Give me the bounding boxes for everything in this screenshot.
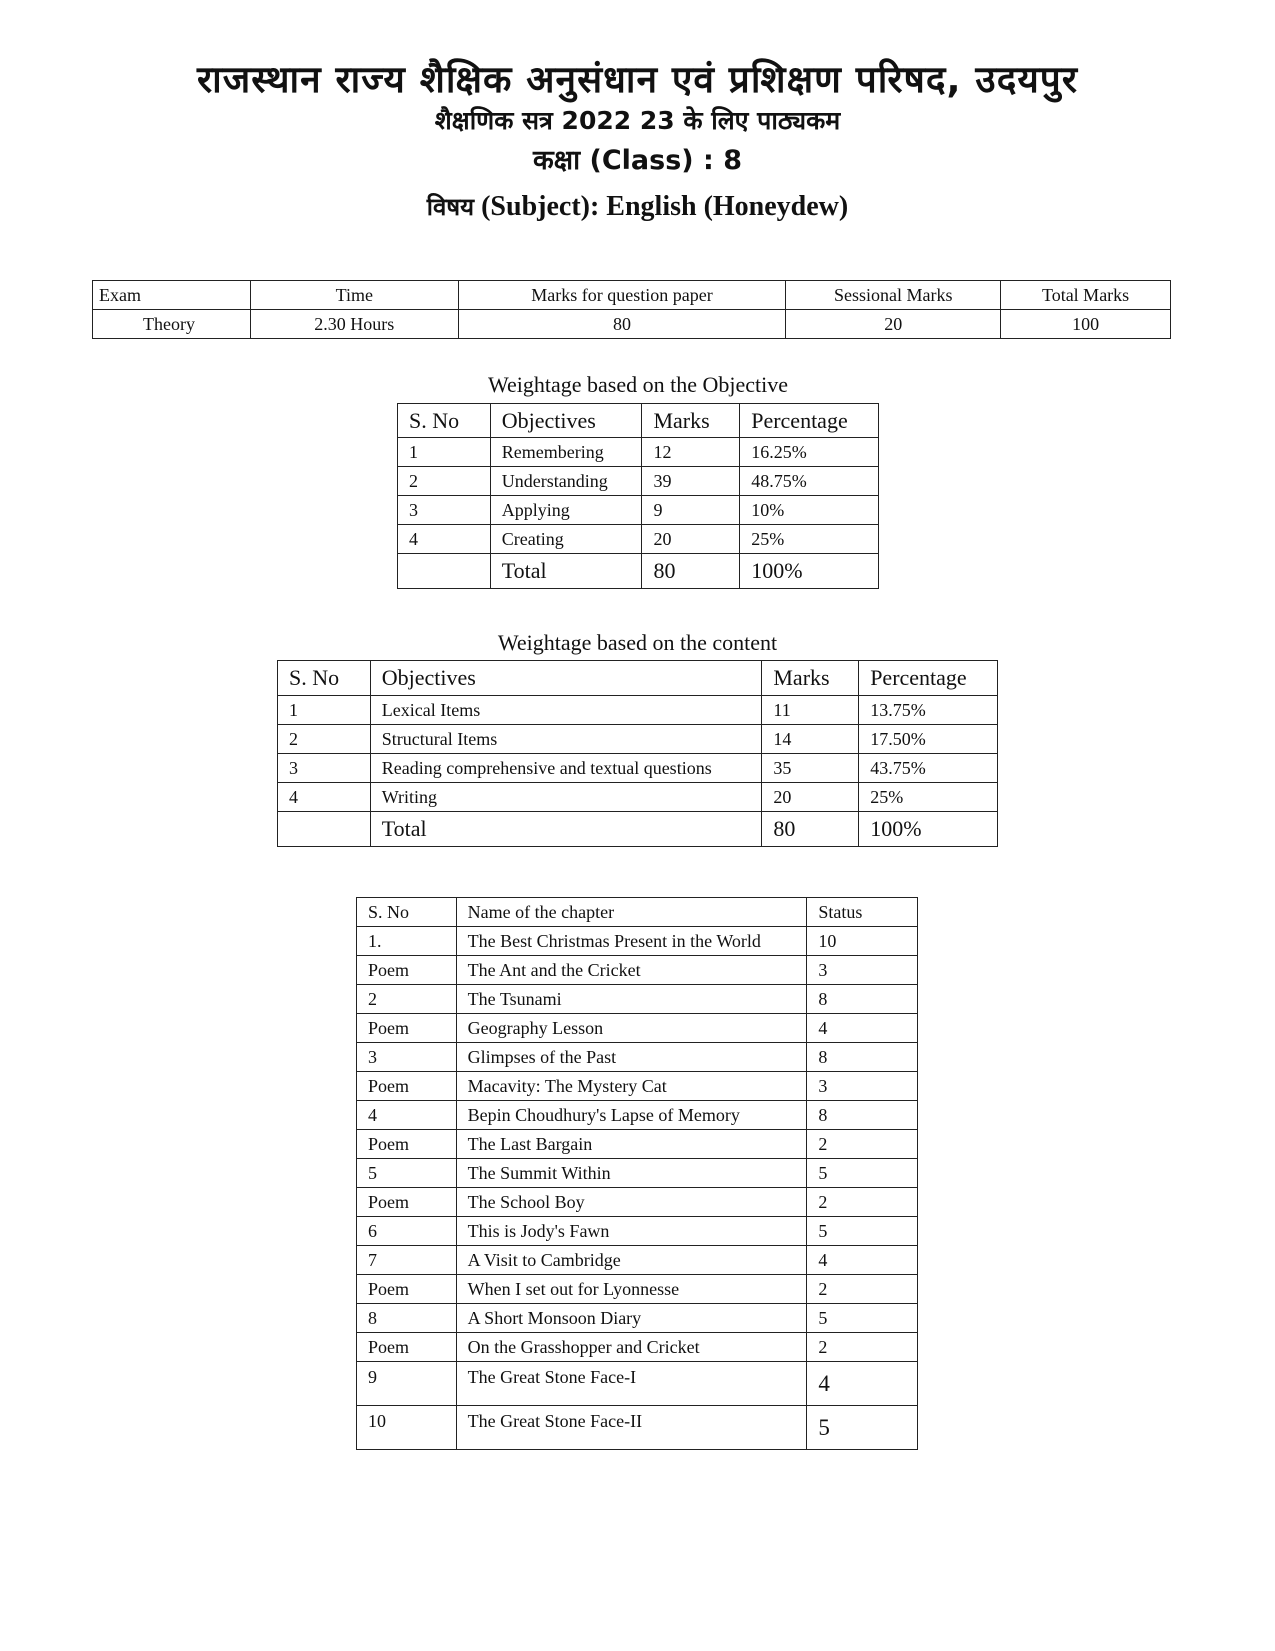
table-cell: 6 bbox=[357, 1217, 457, 1246]
table-row bbox=[278, 754, 998, 783]
table-row bbox=[357, 1043, 918, 1072]
objective-table bbox=[397, 403, 879, 589]
table-cell: Creating bbox=[490, 525, 642, 554]
table-cell: The Ant and the Cricket bbox=[456, 956, 807, 985]
table-cell: 20 bbox=[786, 310, 1001, 339]
table-cell: The Last Bargain bbox=[456, 1130, 807, 1159]
table-cell: The Tsunami bbox=[456, 985, 807, 1014]
header-cell: Marks for question paper bbox=[458, 281, 786, 310]
table-cell: 1 bbox=[398, 438, 491, 467]
table-header-row bbox=[398, 404, 879, 438]
table-row bbox=[357, 956, 918, 985]
table-cell: 16.25% bbox=[740, 438, 879, 467]
table-cell: Applying bbox=[490, 496, 642, 525]
table-cell bbox=[398, 554, 491, 589]
table-cell: The Summit Within bbox=[456, 1159, 807, 1188]
table-cell bbox=[278, 812, 371, 847]
table-row bbox=[398, 467, 879, 496]
table-cell: Poem bbox=[357, 1072, 457, 1101]
table-cell: 100% bbox=[740, 554, 879, 589]
header-cell: S. No bbox=[357, 898, 457, 927]
table-cell: Poem bbox=[357, 1333, 457, 1362]
table-cell: Reading comprehensive and textual questions bbox=[370, 754, 762, 783]
table-cell: 43.75% bbox=[859, 754, 998, 783]
class-line: कक्षा (Class) : 8 bbox=[533, 145, 742, 176]
table-cell: 39 bbox=[642, 467, 740, 496]
header-cell: S. No bbox=[398, 404, 491, 438]
table-row bbox=[357, 1304, 918, 1333]
table-cell: 10 bbox=[357, 1406, 457, 1450]
table-cell: The Best Christmas Present in the World bbox=[456, 927, 807, 956]
table-cell: 12 bbox=[642, 438, 740, 467]
table-cell: A Visit to Cambridge bbox=[456, 1246, 807, 1275]
table-cell: 5 bbox=[807, 1304, 918, 1333]
table-cell: 8 bbox=[357, 1304, 457, 1333]
header-cell: Percentage bbox=[740, 404, 879, 438]
table-cell: 2 bbox=[807, 1333, 918, 1362]
subject-prefix: विषय bbox=[426, 193, 475, 221]
table-row bbox=[278, 783, 998, 812]
table-row bbox=[357, 1072, 918, 1101]
table-row bbox=[357, 1333, 918, 1362]
table-row bbox=[357, 1217, 918, 1246]
objective-table-caption: Weightage based on the Objective bbox=[487, 372, 788, 397]
subject-text: (Subject): English (Honeydew) bbox=[474, 191, 849, 222]
table-cell: Poem bbox=[357, 1014, 457, 1043]
table-cell: 9 bbox=[357, 1362, 457, 1406]
table-row bbox=[357, 1188, 918, 1217]
chapter-table bbox=[356, 897, 918, 1450]
total-row bbox=[398, 554, 879, 589]
table-cell: 2 bbox=[807, 1130, 918, 1159]
table-cell: Theory bbox=[93, 310, 251, 339]
table-cell: 4 bbox=[807, 1014, 918, 1043]
header-cell: Marks bbox=[762, 661, 859, 696]
table-cell: 5 bbox=[807, 1217, 918, 1246]
exam-table bbox=[92, 280, 1171, 339]
table-cell: 4 bbox=[807, 1246, 918, 1275]
table-cell: 20 bbox=[642, 525, 740, 554]
table-cell: Poem bbox=[357, 1188, 457, 1217]
table-row bbox=[398, 496, 879, 525]
table-cell: Understanding bbox=[490, 467, 642, 496]
table-cell: 3 bbox=[398, 496, 491, 525]
subject-line bbox=[0, 190, 1275, 223]
session-subtitle: शैक्षणिक सत्र 2022 23 के लिए पाठ्यकम bbox=[434, 106, 841, 135]
table-cell: 4 bbox=[278, 783, 371, 812]
table-cell: 4 bbox=[807, 1362, 918, 1406]
table-cell: 35 bbox=[762, 754, 859, 783]
table-row bbox=[278, 696, 998, 725]
table-cell: 8 bbox=[807, 985, 918, 1014]
table-cell: 2 bbox=[357, 985, 457, 1014]
table-row bbox=[357, 1362, 918, 1406]
table-cell: 48.75% bbox=[740, 467, 879, 496]
table-cell: 5 bbox=[807, 1406, 918, 1450]
table-row bbox=[357, 1159, 918, 1188]
table-cell: This is Jody's Fawn bbox=[456, 1217, 807, 1246]
header-cell: Marks bbox=[642, 404, 740, 438]
table-cell: 13.75% bbox=[859, 696, 998, 725]
table-row bbox=[357, 1246, 918, 1275]
institution-title: राजस्थान राज्य शैक्षिक अनुसंधान एवं प्रशिक्षण परिषद, उदयपुर bbox=[197, 58, 1078, 101]
table-cell: 2.30 Hours bbox=[250, 310, 458, 339]
table-row bbox=[398, 525, 879, 554]
table-cell: Geography Lesson bbox=[456, 1014, 807, 1043]
table-cell: 14 bbox=[762, 725, 859, 754]
table-row bbox=[357, 1014, 918, 1043]
table-cell: 8 bbox=[807, 1043, 918, 1072]
table-header-row bbox=[93, 281, 1171, 310]
table-cell: 80 bbox=[458, 310, 786, 339]
table-cell: A Short Monsoon Diary bbox=[456, 1304, 807, 1333]
table-cell: Remembering bbox=[490, 438, 642, 467]
header-cell: Percentage bbox=[859, 661, 998, 696]
table-cell: Poem bbox=[357, 956, 457, 985]
total-row bbox=[278, 812, 998, 847]
table-cell: Poem bbox=[357, 1130, 457, 1159]
table-cell: The Great Stone Face-I bbox=[456, 1362, 807, 1406]
table-cell: Total bbox=[370, 812, 762, 847]
table-cell: 10 bbox=[807, 927, 918, 956]
table-row bbox=[357, 1406, 918, 1450]
table-cell: 17.50% bbox=[859, 725, 998, 754]
table-cell: 5 bbox=[807, 1159, 918, 1188]
table-cell: Glimpses of the Past bbox=[456, 1043, 807, 1072]
table-cell: 4 bbox=[398, 525, 491, 554]
header-cell: Objectives bbox=[490, 404, 642, 438]
table-header-row bbox=[278, 661, 998, 696]
table-cell: 2 bbox=[807, 1275, 918, 1304]
table-cell: 4 bbox=[357, 1101, 457, 1130]
table-cell: 2 bbox=[278, 725, 371, 754]
table-row bbox=[357, 1275, 918, 1304]
header-cell: Total Marks bbox=[1001, 281, 1171, 310]
table-cell: Bepin Choudhury's Lapse of Memory bbox=[456, 1101, 807, 1130]
table-cell: 100 bbox=[1001, 310, 1171, 339]
table-header-row bbox=[357, 898, 918, 927]
table-cell: 10% bbox=[740, 496, 879, 525]
header-cell: Objectives bbox=[370, 661, 762, 696]
table-cell: 80 bbox=[642, 554, 740, 589]
table-cell: 5 bbox=[357, 1159, 457, 1188]
table-cell: Writing bbox=[370, 783, 762, 812]
table-cell: 2 bbox=[398, 467, 491, 496]
table-row bbox=[398, 438, 879, 467]
table-cell: 3 bbox=[278, 754, 371, 783]
table-row bbox=[357, 1130, 918, 1159]
table-cell: 9 bbox=[642, 496, 740, 525]
table-cell: 7 bbox=[357, 1246, 457, 1275]
table-row bbox=[357, 985, 918, 1014]
table-row bbox=[93, 310, 1171, 339]
table-cell: Macavity: The Mystery Cat bbox=[456, 1072, 807, 1101]
table-cell: The Great Stone Face-II bbox=[456, 1406, 807, 1450]
table-cell: Structural Items bbox=[370, 725, 762, 754]
table-cell: On the Grasshopper and Cricket bbox=[456, 1333, 807, 1362]
table-cell: 20 bbox=[762, 783, 859, 812]
table-cell: 3 bbox=[357, 1043, 457, 1072]
header-cell: Exam bbox=[93, 281, 251, 310]
table-cell: 1 bbox=[278, 696, 371, 725]
table-cell: Poem bbox=[357, 1275, 457, 1304]
table-cell: 25% bbox=[859, 783, 998, 812]
table-cell: The School Boy bbox=[456, 1188, 807, 1217]
table-cell: 3 bbox=[807, 1072, 918, 1101]
content-table-caption: Weightage based on the content bbox=[497, 630, 778, 655]
table-row bbox=[357, 1101, 918, 1130]
table-cell: 1. bbox=[357, 927, 457, 956]
table-cell: 3 bbox=[807, 956, 918, 985]
header-cell: Status bbox=[807, 898, 918, 927]
header-cell: Time bbox=[250, 281, 458, 310]
table-cell: 2 bbox=[807, 1188, 918, 1217]
header-cell: Name of the chapter bbox=[456, 898, 807, 927]
content-table bbox=[277, 660, 998, 847]
header-cell: S. No bbox=[278, 661, 371, 696]
table-cell: 100% bbox=[859, 812, 998, 847]
table-cell: 8 bbox=[807, 1101, 918, 1130]
table-cell: Lexical Items bbox=[370, 696, 762, 725]
table-row bbox=[278, 725, 998, 754]
header-cell: Sessional Marks bbox=[786, 281, 1001, 310]
table-cell: 11 bbox=[762, 696, 859, 725]
table-cell: 25% bbox=[740, 525, 879, 554]
table-cell: When I set out for Lyonnesse bbox=[456, 1275, 807, 1304]
table-cell: 80 bbox=[762, 812, 859, 847]
table-row bbox=[357, 927, 918, 956]
table-cell: Total bbox=[490, 554, 642, 589]
